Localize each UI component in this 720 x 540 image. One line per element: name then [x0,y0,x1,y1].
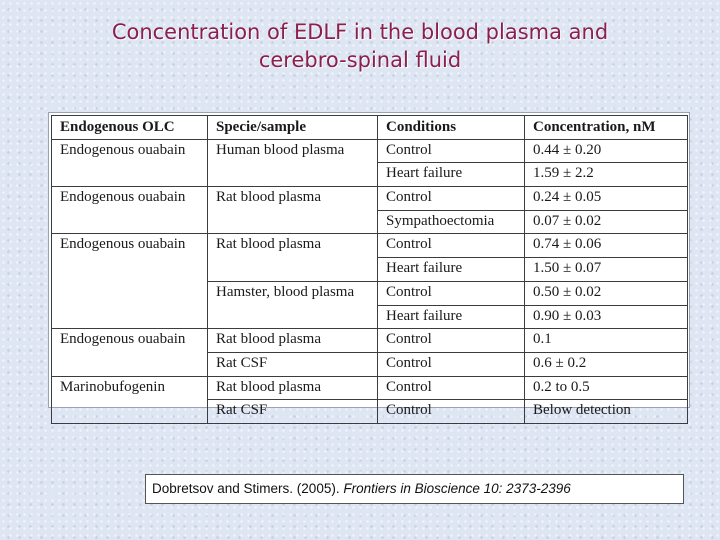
cell-olc: Endogenous ouabain [52,234,208,258]
cell-condition: Control [378,187,525,211]
cell-specie-sample [208,305,378,329]
table-row [52,210,688,234]
cell-olc: Endogenous ouabain [52,139,208,163]
table-row [52,258,688,282]
table-row [52,163,688,187]
cell-specie-sample: Rat blood plasma [208,329,378,353]
table-row [52,187,688,211]
cell-olc: Endogenous ouabain [52,329,208,353]
cell-olc [52,305,208,329]
cell-specie-sample: Rat blood plasma [208,376,378,400]
cell-condition: Sympathoectomia [378,210,525,234]
cell-specie-sample [208,210,378,234]
header-olc: Endogenous OLC [52,116,208,140]
cell-concentration: 0.2 to 0.5 [525,376,688,400]
table-image-frame [48,112,690,419]
cell-concentration: 1.50 ± 0.07 [525,258,688,282]
cell-concentration: Below detection [525,400,688,424]
cell-condition: Control [378,400,525,424]
table-row [52,329,688,353]
cell-olc [52,352,208,376]
cell-specie-sample: Rat CSF [208,400,378,424]
cell-condition: Control [378,329,525,353]
cell-condition: Control [378,139,525,163]
table-body [52,139,688,423]
cell-condition: Control [378,352,525,376]
cell-olc: Endogenous ouabain [52,187,208,211]
cell-specie-sample: Rat CSF [208,352,378,376]
cell-olc [52,281,208,305]
table-row [52,234,688,258]
cell-olc [52,400,208,424]
cell-specie-sample: Rat blood plasma [208,187,378,211]
cell-condition: Heart failure [378,163,525,187]
table-row [52,139,688,163]
citation-authors: Dobretsov and Stimers. (2005). [152,481,344,496]
table-row [52,400,688,424]
table-row [52,281,688,305]
cell-specie-sample: Human blood plasma [208,139,378,163]
table-row [52,376,688,400]
cell-specie-sample: Hamster, blood plasma [208,281,378,305]
cell-specie-sample: Rat blood plasma [208,234,378,258]
title-line-2: cerebro-spinal fluid [258,48,462,72]
cell-olc: Marinobufogenin [52,376,208,400]
cell-concentration: 1.59 ± 2.2 [525,163,688,187]
cell-condition: Heart failure [378,305,525,329]
slide-title [20,18,700,74]
cell-olc [52,258,208,282]
cell-olc [52,210,208,234]
table-row [52,305,688,329]
header-conditions: Conditions [378,116,525,140]
cell-concentration: 0.74 ± 0.06 [525,234,688,258]
cell-condition: Control [378,281,525,305]
cell-olc [52,163,208,187]
citation-journal: Frontiers in Bioscience 10: 2373-2396 [343,481,571,496]
table-row [52,352,688,376]
cell-specie-sample [208,258,378,282]
cell-condition: Heart failure [378,258,525,282]
concentration-table [51,115,688,424]
cell-condition: Control [378,376,525,400]
citation-box [145,474,684,504]
cell-specie-sample [208,163,378,187]
cell-concentration: 0.90 ± 0.03 [525,305,688,329]
cell-concentration: 0.6 ± 0.2 [525,352,688,376]
header-concentration: Concentration, nM [525,116,688,140]
header-specie: Specie/sample [208,116,378,140]
cell-concentration: 0.50 ± 0.02 [525,281,688,305]
cell-concentration: 0.1 [525,329,688,353]
cell-concentration: 0.24 ± 0.05 [525,187,688,211]
cell-concentration: 0.44 ± 0.20 [525,139,688,163]
cell-concentration: 0.07 ± 0.02 [525,210,688,234]
cell-condition: Control [378,234,525,258]
title-line-1: Concentration of EDLF in the blood plasma and [111,20,609,44]
table-header-row [52,116,688,140]
